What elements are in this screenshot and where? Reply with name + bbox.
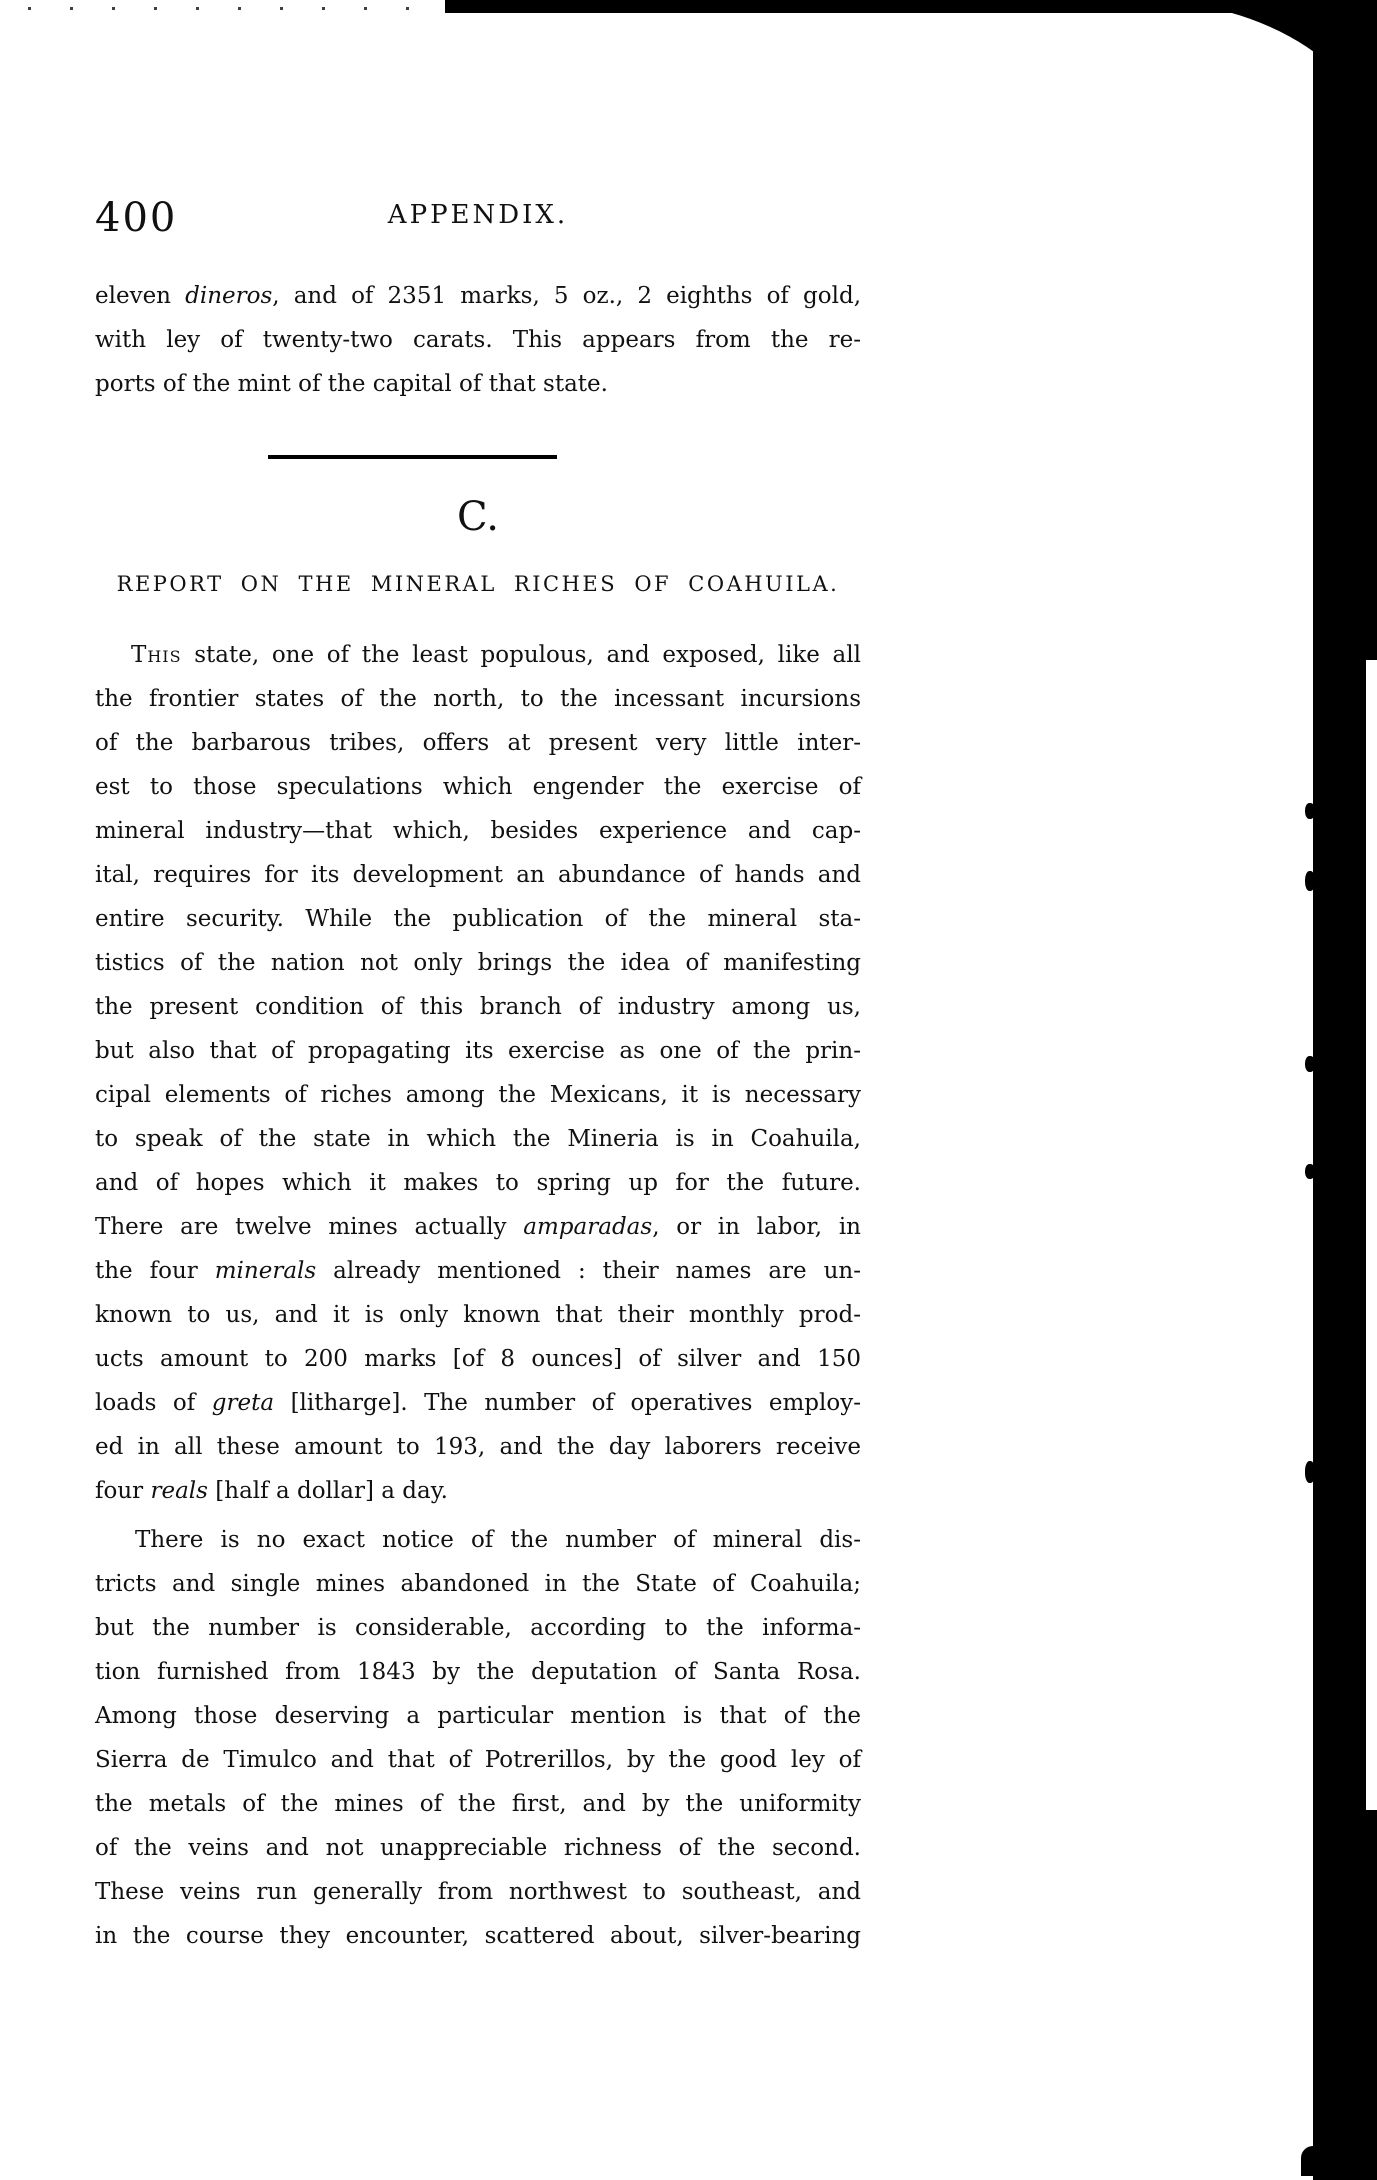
scan-artifact-ink-mark	[1305, 1164, 1315, 1179]
scan-artifact-ink-mark	[1305, 871, 1315, 891]
text-line: tion furnished from 1843 by the deputation of Santa Rosa.	[95, 1659, 861, 1685]
text-line: four reals [half a dollar] a day.	[95, 1478, 448, 1504]
section-title: REPORT ON THE MINERAL RICHES OF COAHUILA.	[116, 572, 840, 596]
page-number: 400	[95, 195, 178, 241]
text-line: ports of the mint of the capital of that state.	[95, 371, 608, 397]
text-line: Among those deserving a particular mention is that of the	[95, 1703, 861, 1729]
scan-artifact-speck-row	[28, 7, 460, 10]
text-line: but also that of propagating its exercise as one of the prin-	[95, 1038, 861, 1064]
text-line: loads of greta [litharge]. The number of operatives employ-	[95, 1390, 861, 1416]
body-paragraph-1	[95, 633, 861, 1513]
text-line: This state, one of the least populous, and exposed, like all	[131, 642, 861, 668]
text-line: mineral industry—that which, besides experience and cap-	[95, 818, 861, 844]
text-line: There is no exact notice of the number of mineral dis-	[135, 1527, 861, 1553]
text-line: and of hopes which it makes to spring up for the future.	[95, 1170, 861, 1196]
running-head: APPENDIX.	[387, 200, 569, 230]
text-line: ital, requires for its development an abundance of hands and	[95, 862, 861, 888]
text-line: with ley of twenty-two carats. This appears from the re-	[95, 327, 861, 353]
text-line: tricts and single mines abandoned in the State of Coahuila;	[95, 1571, 861, 1597]
text-line: est to those speculations which engender the exercise of	[95, 774, 861, 800]
intro-paragraph	[95, 274, 861, 406]
text-line: There are twelve mines actually amparadas, or in labor, in	[95, 1214, 861, 1240]
text-line: the metals of the mines of the first, and by the uniformity	[95, 1791, 861, 1817]
scan-artifact-ink-mark	[1305, 803, 1315, 819]
text-line: in the course they encounter, scattered about, silver-bearing	[95, 1923, 861, 1949]
text-line: cipal elements of riches among the Mexicans, it is necessary	[95, 1082, 861, 1108]
text-line: ed in all these amount to 193, and the day laborers receive	[95, 1434, 861, 1460]
text-line: the frontier states of the north, to the incessant incursions	[95, 686, 861, 712]
text-line: Sierra de Timulco and that of Potrerillos, by the good ley of	[95, 1747, 861, 1773]
section-letter: C.	[457, 494, 499, 540]
text-line: eleven dineros, and of 2351 marks, 5 oz., 2 eighths of gold,	[95, 283, 862, 309]
scan-artifact-ink-mark	[1305, 1056, 1315, 1072]
text-line: ucts amount to 200 marks [of 8 ounces] of silver and 150	[95, 1346, 861, 1372]
text-line: to speak of the state in which the Mineria is in Coahuila,	[95, 1126, 861, 1152]
text-line: These veins run generally from northwest to southeast, and	[95, 1879, 861, 1905]
scan-artifact-right-margin	[1366, 660, 1377, 1810]
text-line: of the barbarous tribes, offers at present very little inter-	[95, 730, 861, 756]
section-divider-rule	[268, 455, 557, 459]
text-line: entire security. While the publication of the mineral sta-	[95, 906, 861, 932]
scan-artifact-top-strip	[445, 0, 1377, 13]
body-paragraph-2	[95, 1518, 861, 1958]
text-line: the present condition of this branch of industry among us,	[95, 994, 861, 1020]
text-line: but the number is considerable, according to the informa-	[95, 1615, 861, 1641]
scan-artifact-ink-mark	[1301, 2146, 1317, 2176]
text-line: the four minerals already mentioned : their names are un-	[95, 1258, 861, 1284]
scan-artifact-ink-mark	[1305, 1461, 1315, 1483]
text-line: of the veins and not unappreciable richness of the second.	[95, 1835, 861, 1861]
text-line: tistics of the nation not only brings the idea of manifesting	[95, 950, 861, 976]
text-line: known to us, and it is only known that their monthly prod-	[95, 1302, 861, 1328]
